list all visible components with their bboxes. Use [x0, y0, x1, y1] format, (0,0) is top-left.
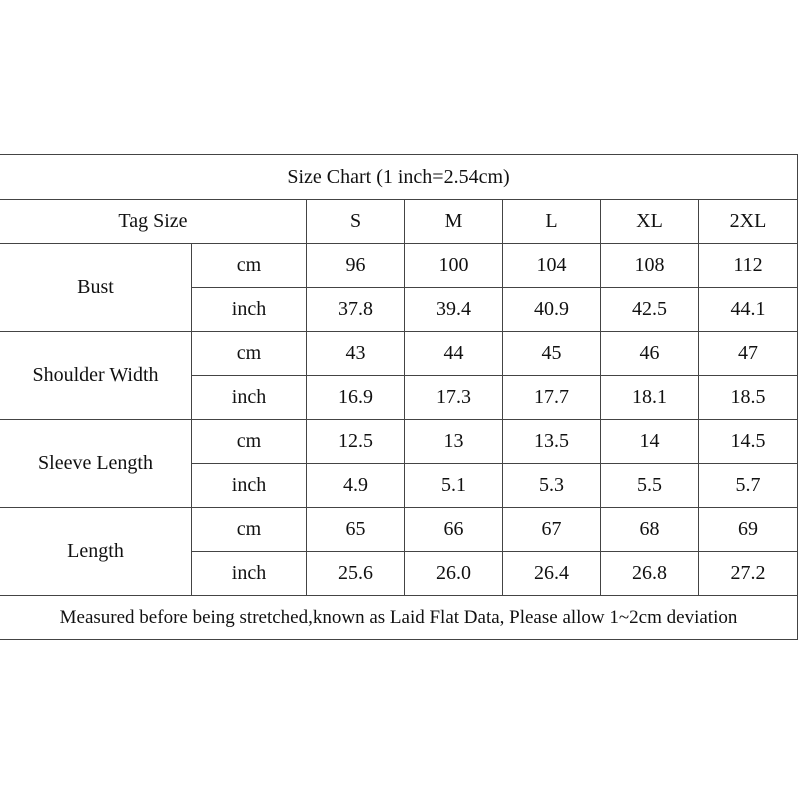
value-cell: 44.1	[699, 288, 798, 332]
sleeve-length-cm-row	[0, 420, 798, 464]
unit-cell: cm	[192, 508, 307, 552]
value-cell: 44	[405, 332, 503, 376]
measurement-name: Length	[0, 508, 192, 596]
value-cell: 27.2	[699, 552, 798, 596]
value-cell: 112	[699, 244, 798, 288]
bust-cm-row	[0, 244, 798, 288]
value-cell: 26.4	[503, 552, 601, 596]
value-cell: 43	[307, 332, 405, 376]
value-cell: 26.0	[405, 552, 503, 596]
value-cell: 16.9	[307, 376, 405, 420]
unit-cell: inch	[192, 376, 307, 420]
size-header-xl: XL	[601, 200, 699, 244]
value-cell: 26.8	[601, 552, 699, 596]
value-cell: 14	[601, 420, 699, 464]
unit-cell: inch	[192, 288, 307, 332]
value-cell: 100	[405, 244, 503, 288]
value-cell: 4.9	[307, 464, 405, 508]
header-row	[0, 200, 798, 244]
value-cell: 45	[503, 332, 601, 376]
chart-title: Size Chart (1 inch=2.54cm)	[0, 155, 798, 200]
length-cm-row	[0, 508, 798, 552]
unit-cell: cm	[192, 420, 307, 464]
shoulder-width-cm-row	[0, 332, 798, 376]
footer-row	[0, 596, 798, 640]
value-cell: 96	[307, 244, 405, 288]
value-cell: 17.7	[503, 376, 601, 420]
value-cell: 66	[405, 508, 503, 552]
value-cell: 69	[699, 508, 798, 552]
value-cell: 5.3	[503, 464, 601, 508]
value-cell: 104	[503, 244, 601, 288]
measurement-name: Shoulder Width	[0, 332, 192, 420]
size-header-m: M	[405, 200, 503, 244]
size-header-2xl: 2XL	[699, 200, 798, 244]
value-cell: 40.9	[503, 288, 601, 332]
title-row	[0, 155, 798, 200]
value-cell: 68	[601, 508, 699, 552]
value-cell: 65	[307, 508, 405, 552]
value-cell: 5.5	[601, 464, 699, 508]
measurement-name: Sleeve Length	[0, 420, 192, 508]
measurement-name: Bust	[0, 244, 192, 332]
value-cell: 5.7	[699, 464, 798, 508]
value-cell: 108	[601, 244, 699, 288]
value-cell: 42.5	[601, 288, 699, 332]
unit-cell: inch	[192, 552, 307, 596]
value-cell: 13	[405, 420, 503, 464]
value-cell: 25.6	[307, 552, 405, 596]
value-cell: 46	[601, 332, 699, 376]
unit-cell: cm	[192, 332, 307, 376]
value-cell: 17.3	[405, 376, 503, 420]
size-header-s: S	[307, 200, 405, 244]
unit-cell: cm	[192, 244, 307, 288]
tag-size-label: Tag Size	[0, 200, 307, 244]
value-cell: 5.1	[405, 464, 503, 508]
value-cell: 13.5	[503, 420, 601, 464]
footer-note: Measured before being stretched,known as Laid Flat Data, Please allow 1~2cm deviation	[0, 596, 798, 640]
value-cell: 47	[699, 332, 798, 376]
value-cell: 18.1	[601, 376, 699, 420]
value-cell: 14.5	[699, 420, 798, 464]
value-cell: 18.5	[699, 376, 798, 420]
size-header-l: L	[503, 200, 601, 244]
size-chart-table	[0, 154, 798, 640]
unit-cell: inch	[192, 464, 307, 508]
table-body	[0, 155, 798, 640]
value-cell: 67	[503, 508, 601, 552]
value-cell: 37.8	[307, 288, 405, 332]
value-cell: 12.5	[307, 420, 405, 464]
value-cell: 39.4	[405, 288, 503, 332]
